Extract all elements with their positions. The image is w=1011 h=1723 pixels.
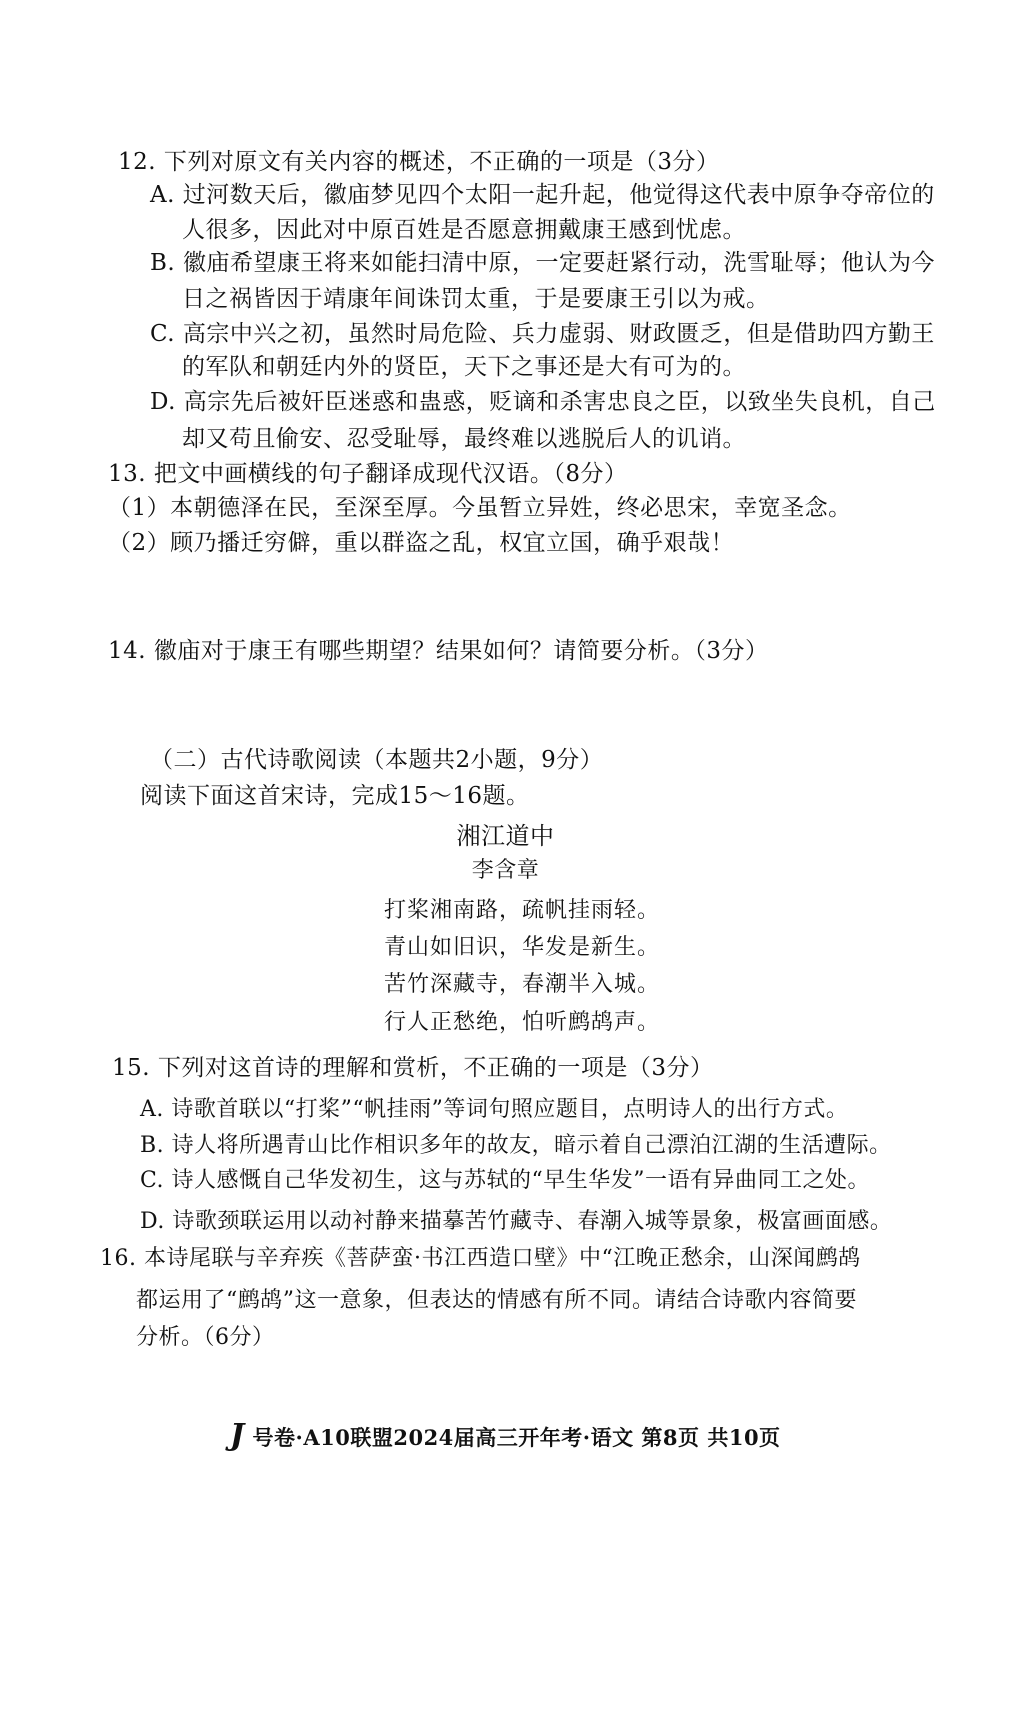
- q12-option-c-line2: 的军队和朝廷内外的贤臣，天下之事还是大有可为的。: [182, 354, 746, 380]
- section-instruction: 阅读下面这首宋诗，完成15～16题。: [140, 783, 530, 809]
- q14-stem: 14. 徽庙对于康王有哪些期望？结果如何？请简要分析。（3分）: [108, 638, 769, 664]
- q12-option-d-line1: D. 高宗先后被奸臣迷惑和蛊惑，贬谪和杀害忠良之臣，以致坐失良机，自己: [150, 389, 936, 415]
- q15-option-a: A. 诗歌首联以“打桨”“帆挂雨”等词句照应题目，点明诗人的出行方式。: [140, 1097, 849, 1122]
- poem-title: 湘江道中: [456, 822, 555, 850]
- q13-sentence-1: （1）本朝德泽在民，至深至厚。今虽暂立异姓，终必思宋，幸宽圣念。: [108, 495, 852, 521]
- q12-option-d-line2: 却又苟且偷安、忍受耻辱，最终难以逃脱后人的讥诮。: [182, 426, 746, 452]
- q15-option-c: C. 诗人感慨自己华发初生，这与苏轼的“早生华发”一语有异曲同工之处。: [140, 1168, 871, 1193]
- q16-line2: 都运用了“鹧鸪”这一意象，但表达的情感有所不同。请结合诗歌内容简要: [136, 1288, 857, 1313]
- poem-line: 青山如旧识，华发是新生。: [384, 935, 661, 960]
- q12-option-b-line1: B. 徽庙希望康王将来如能扫清中原，一定要赶紧行动，洗雪耻辱；他认为今: [150, 250, 936, 276]
- poem-line: 打桨湘南路，疏帆挂雨轻。: [384, 898, 661, 923]
- q16-line1: 16. 本诗尾联与辛弃疾《菩萨蛮·书江西造口壁》中“江晚正愁余，山深闻鹧鸪: [100, 1246, 861, 1271]
- poem-line: 苦竹深藏寺，春潮半入城。: [384, 972, 661, 997]
- q16-line3: 分析。（6分）: [136, 1325, 275, 1350]
- footer-logo: J: [230, 1418, 245, 1453]
- q12-option-b-line2: 日之祸皆因于靖康年间诛罚太重，于是要康王引以为戒。: [182, 286, 770, 312]
- q13-sentence-2: （2）顾乃播迁穷僻，重以群盗之乱，权宜立国，确乎艰哉！: [108, 530, 735, 556]
- q15-option-d: D. 诗歌颈联运用以动衬静来描摹苦竹藏寺、春潮入城等景象，极富画面感。: [140, 1209, 893, 1234]
- q12-stem: 12. 下列对原文有关内容的概述，不正确的一项是（3分）: [118, 149, 720, 175]
- poem-author: 李含章: [471, 858, 540, 883]
- q12-option-c-line1: C. 高宗中兴之初，虽然时局危险、兵力虚弱、财政匮乏，但是借助四方勤王: [150, 321, 935, 347]
- section-heading: （二）古代诗歌阅读（本题共2小题，9分）: [150, 747, 604, 773]
- q12-option-a-line2: 人很多，因此对中原百姓是否愿意拥戴康王感到忧虑。: [182, 217, 746, 243]
- q13-stem: 13. 把文中画横线的句子翻译成现代汉语。（8分）: [108, 461, 628, 487]
- q15-stem: 15. 下列对这首诗的理解和赏析，不正确的一项是（3分）: [112, 1055, 714, 1081]
- footer-text: 号卷·A10联盟2024届高三开年考·语文 第8页 共10页: [252, 1425, 781, 1450]
- poem-line: 行人正愁绝，怕听鹧鸪声。: [384, 1010, 661, 1035]
- q15-option-b: B. 诗人将所遇青山比作相识多年的故友，暗示着自己漂泊江湖的生活遭际。: [140, 1133, 892, 1158]
- q12-option-a-line1: A. 过河数天后，徽庙梦见四个太阳一起升起，他觉得这代表中原争夺帝位的: [150, 182, 935, 208]
- footer: [230, 1418, 781, 1453]
